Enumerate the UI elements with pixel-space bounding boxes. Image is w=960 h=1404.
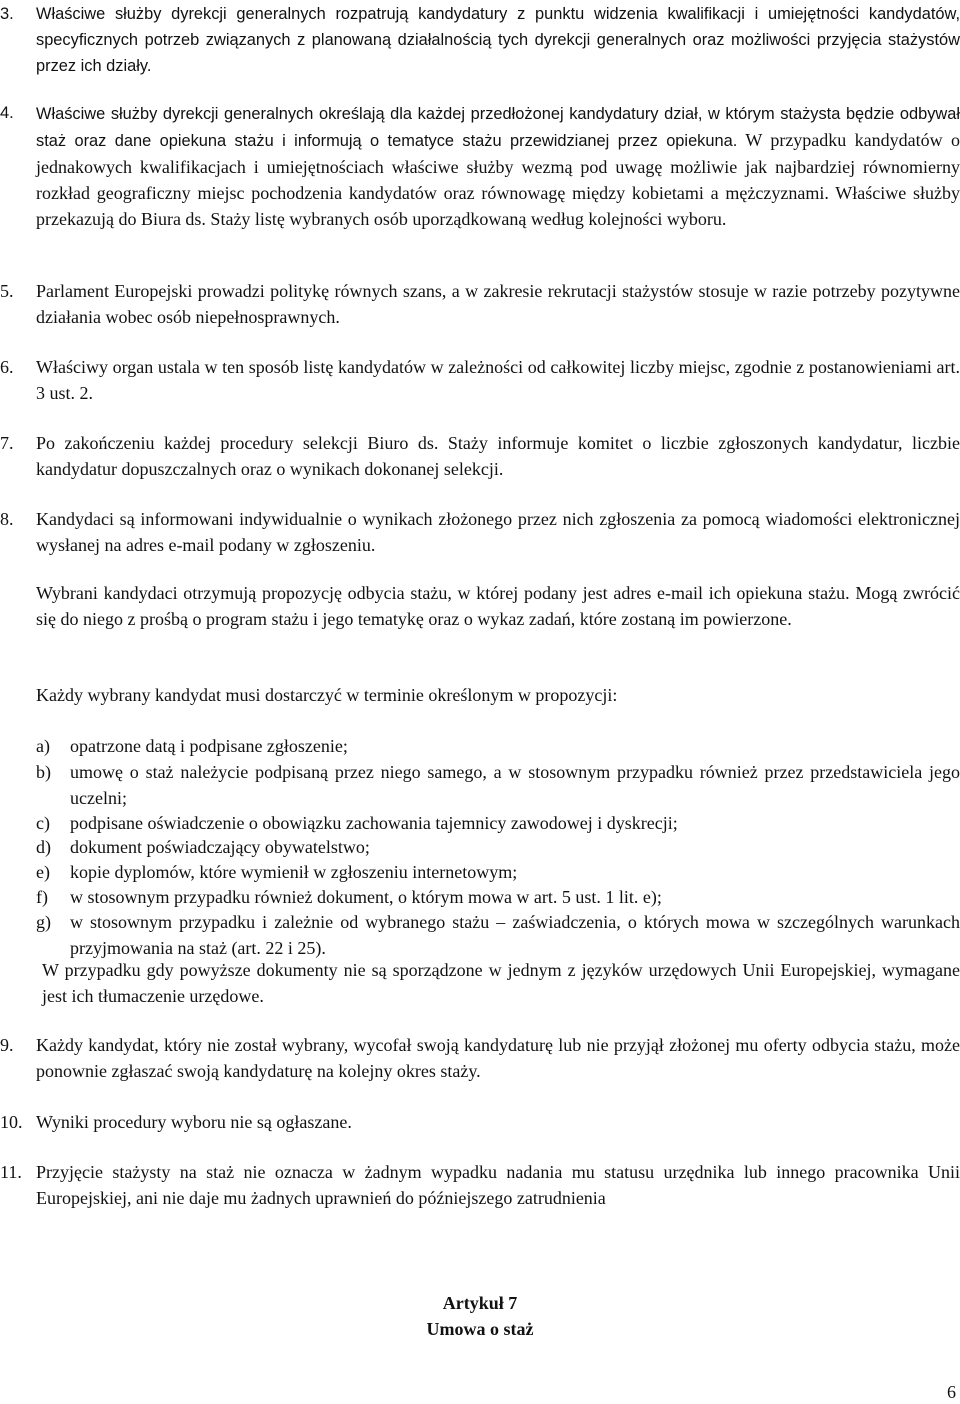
list-item — [0, 1159, 960, 1211]
item-number: 5. — [0, 281, 14, 301]
sub-item-text: w stosownym przypadku również dokument, o którym mowa w art. 5 ust. 1 lit. e); — [70, 887, 662, 907]
item-text: Właściwe służby dyrekcji generalnych rozpatrują kandydatury z punktu widzenia kwalifikacji i umiejętności kandydatów, specyficznych potrzeb związanych z planowaną działalnością tych dyrekcji generalnych oraz możliwości przyjęcia stażystów przez ich działy. — [36, 5, 960, 75]
article-title: Artykuł 7 — [442, 1293, 518, 1313]
sub-list-item — [0, 834, 960, 860]
paragraph-translation: W przypadku gdy powyższe dokumenty nie są sporządzone w jednym z języków urzędowych Unii Europejskiej, wymagane jest ich tłumaczenie urzędowe. — [42, 960, 960, 1006]
item-number: 11. — [0, 1162, 22, 1182]
item-text-block — [36, 100, 960, 232]
paragraph-required-documents: Każdy wybrany kandydat musi dostarczyć w terminie określonym w propozycji: — [36, 685, 618, 705]
sub-item-text: kopie dyplomów, które wymienił w zgłoszeniu internetowym; — [70, 862, 518, 882]
sub-item-text: opatrzone datą i podpisane zgłoszenie; — [70, 736, 348, 756]
list-item — [0, 278, 960, 330]
sub-item-letter: f) — [36, 887, 48, 907]
page-number: 6 — [947, 1382, 956, 1402]
sub-item-letter: e) — [36, 862, 50, 882]
article-subtitle: Umowa o staż — [426, 1319, 534, 1339]
list-item — [0, 354, 960, 406]
sub-list-item — [0, 884, 960, 910]
sub-list-item — [0, 909, 960, 961]
sub-list-item — [0, 859, 960, 885]
item-text: Wyniki procedury wyboru nie są ogłaszane. — [36, 1112, 352, 1132]
list-item — [0, 1, 960, 79]
item-number: 9. — [0, 1035, 14, 1055]
sub-item-letter: d) — [36, 837, 51, 857]
sub-item-text: umowę o staż należycie podpisaną przez niego samego, a w stosownym przypadku również przez przedstawiciela jego uczelni; — [70, 762, 960, 808]
item-text: Kandydaci są informowani indywidualnie o wynikach złożonego przez nich zgłoszenia za pomocą wiadomości elektronicznej wysłanej na adres e-mail podany w zgłoszeniu. — [36, 509, 960, 555]
item-text: Parlament Europejski prowadzi politykę równych szans, a w zakresie rekrutacji stażystów stosuje w razie potrzeby pozytywne działania wobec osób niepełnosprawnych. — [36, 281, 960, 327]
item-text: Właściwy organ ustala w ten sposób listę kandydatów w zależności od całkowitej liczby miejsc, zgodnie z postanowieniami art. 3 ust. 2. — [36, 357, 960, 403]
sub-list-item — [0, 733, 960, 759]
paragraph-selected-candidates: Wybrani kandydaci otrzymują propozycję odbycia stażu, w której podany jest adres e-mail ich opiekuna stażu. Mogą zwrócić się do niego z prośbą o program stażu i jego tematykę oraz o wykaz zadań, które zostaną im powierzone. — [36, 583, 960, 629]
item-text-continued: W przypadku kandydatów o jednakowych kwalifikacjach i umiejętnościach właściwe służby wezmą pod uwagę możliwie jak najbardziej równomierny rozkład geograficzny miejsc pochodzenia kandydatów oraz równowagę między kobietami a mężczyznami. Właściwe służby przekazują do Biura ds. Staży listę wybranych osób uporządkowaną według kolejności wyboru. — [36, 130, 960, 229]
sub-item-letter: c) — [36, 813, 50, 833]
item-number: 6. — [0, 357, 14, 377]
item-number: 4. — [0, 104, 14, 122]
item-number: 10. — [0, 1112, 23, 1132]
list-item — [0, 430, 960, 482]
item-text: Każdy kandydat, który nie został wybrany, wycofał swoją kandydaturę lub nie przyjął złożonej mu oferty odbycia stażu, może ponownie zgłaszać swoją kandydaturę na kolejny okres staży. — [36, 1035, 960, 1081]
list-item — [0, 506, 960, 558]
item-text: Po zakończeniu każdej procedury selekcji Biuro ds. Staży informuje komitet o liczbie zgłoszonych kandydatur, liczbie kandydatur dopuszczalnych oraz o wynikach dokonanej selekcji. — [36, 433, 960, 479]
list-item — [0, 1032, 960, 1084]
list-item — [0, 1109, 960, 1135]
sub-item-letter: a) — [36, 736, 50, 756]
item-text: Przyjęcie stażysty na staż nie oznacza w żadnym wypadku nadania mu statusu urzędnika lub innego pracownika Unii Europejskiej, ani nie daje mu żadnych uprawnień do późniejszego zatrudnienia — [36, 1162, 960, 1208]
sub-item-text: dokument poświadczający obywatelstwo; — [70, 837, 370, 857]
item-number: 7. — [0, 433, 14, 453]
sub-list-item — [0, 759, 960, 811]
item-number: 3. — [0, 5, 14, 23]
item-number: 8. — [0, 509, 14, 529]
list-item — [0, 100, 960, 232]
sub-item-letter: b) — [36, 762, 51, 782]
sub-item-text: w stosownym przypadku i zależnie od wybranego stażu – zaświadczenia, o których mowa w szczególnych warunkach przyjmowania na staż (art. 22 i 25). — [70, 912, 960, 958]
sub-item-letter: g) — [36, 912, 51, 932]
sub-item-text: podpisane oświadczenie o obowiązku zachowania tajemnicy zawodowej i dyskrecji; — [70, 813, 678, 833]
sub-list-item — [0, 810, 960, 836]
item-text: Właściwe służby dyrekcji generalnych określają dla każdej przedłożonej kandydatury dział, w którym stażysta będzie odbywał staż oraz dane opiekuna stażu i informują o tematyce stażu przewidzianej przez opiekuna. — [36, 105, 960, 150]
